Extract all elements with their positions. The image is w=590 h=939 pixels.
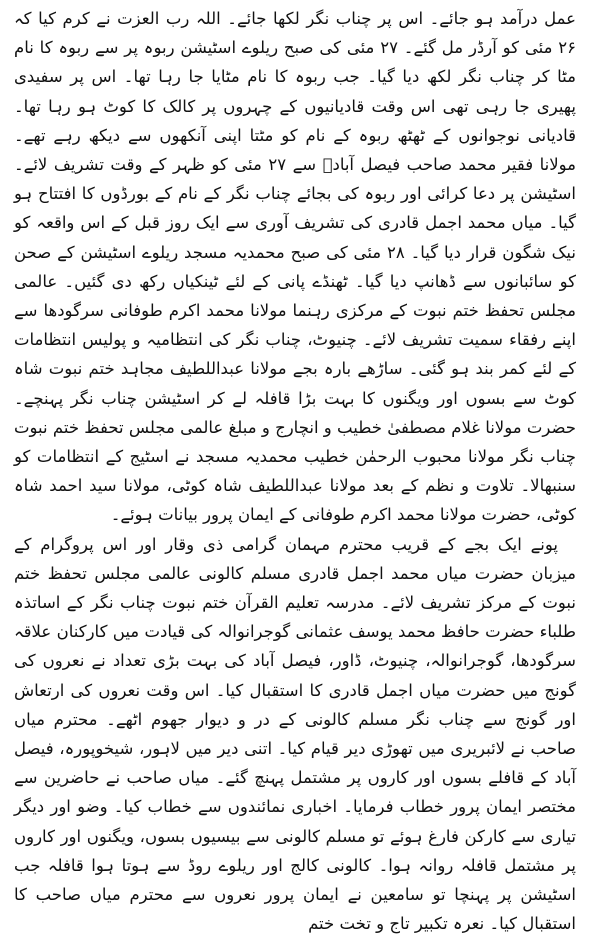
paragraph-2: پونے ایک بجے کے قریب محترم مہمان گرامی ذی وقار اور اس پروگرام کے میزبان حضرت میاں محمد اجمل قادری مسلم کالونی عالمی مجلس تحفظ ختم نبوت کے مرکز تشریف لائے۔ مدرسہ تعلیم القرآن ختم نبوت چناب نگر کے اساتذہ طلباء حضرت حافظ محمد یوسف عثمانی گوجرانوالہ کی قیادت میں کارکنان علاقہ سرگودھا، گوجرانوالہ، چنیوٹ، ڈاور، فیصل آباد کی بہت بڑی تعداد نے نعروں کی گونج میں حضرت میاں اجمل قادری کا استقبال کیا۔ اس وقت نعروں کی ارتعاش اور گونج سے چناب نگر مسلم کالونی کے در و دیوار جھوم اٹھے۔ محترم میاں صاحب نے لائبریری میں تھوڑی دیر قیام کیا۔ اتنی دیر میں لاہور، شیخوپورہ، فیصل آباد کے قافلے بسوں اور کاروں پر مشتمل پہنچ گئے۔ میاں صاحب نے حاضرین سے مختصر ایمان پرور خطاب فرمایا۔ اخباری نمائندوں سے خطاب کیا۔ وضو اور دیگر تیاری سے کارکن فارغ ہوئے تو مسلم کالونی سے بیسیوں بسوں، ویگنوں اور کاروں پر مشتمل قافلہ روانہ ہوا۔ کالونی کالج اور ریلوے روڈ سے ہوتا ہوا قافلہ جب اسٹیشن پر پہنچا تو سامعین نے ایمان پرور نعروں سے محترم میاں صاحب کا استقبال کیا۔ نعرہ تکبیر تاج و تخت ختم	[14, 534, 576, 934]
paragraph-1: عمل درآمد ہو جائے۔ اس پر چناب نگر لکھا جائے۔ اللہ رب العزت نے کرم کیا کہ ۲۶ مئی کو آرڈر مل گئے۔ ۲۷ مئی کی صبح ریلوے اسٹیشن ربوہ پر سے ربوہ کا نام مٹا کر چناب نگر لکھ دیا گیا۔ جب ربوہ کا نام مٹایا جا رہا تھا۔ اس پر سفیدی پھیری جا رہی تھی اس وقت قادیانیوں کے چہروں پر کالک کا کوٹ ہو رہا تھا۔ قادیانی نوجوانوں کے ٹھٹھ ربوہ کے نام کو مٹتا اپنی آنکھوں سے دیکھ رہے تھے۔ مولانا فقیر محمد صاحب فیصل آبادؒ سے ۲۷ مئی کو ظہر کے وقت تشریف لائے۔ اسٹیشن پر دعا کرائی اور ربوہ کی بجائے چناب نگر کے نام کے بورڈوں کا افتتاح ہو گیا۔ میاں محمد اجمل قادری کی تشریف آوری سے ایک روز قبل کے اس واقعہ کو نیک شگون قرار دیا گیا۔ ۲۸ مئی کی صبح محمدیہ مسجد ریلوے اسٹیشن کے صحن کو سائبانوں سے ڈھانپ دیا گیا۔ ٹھنڈے پانی کے لئے ٹینکیاں رکھ دی گئیں۔ عالمی مجلس تحفظ ختم نبوت کے مرکزی رہنما مولانا محمد اکرم طوفانی سرگودھا سے اپنے رفقاء سمیت تشریف لائے۔ چنیوٹ، چناب نگر کی انتظامیہ و پولیس انتظامات کے لئے کمر بند ہو گئی۔ ساڑھے بارہ بجے مولانا عبداللطیف مجاہد ختم نبوت شاہ کوٹ سے بسوں اور ویگنوں کا بہت بڑا قافلہ لے کر اسٹیشن چناب نگر پہنچے۔ حضرت مولانا غلام مصطفیٰ خطیب و انچارج و مبلغ عالمی مجلس تحفظ ختم نبوت چناب نگر مولانا محبوب الرحمٰن خطیب محمدیہ مسجد نے اسٹیج کے انتظامات کو سنبھالا۔ تلاوت و نظم کے بعد مولانا عبداللطیف شاہ کوٹی، مولانا سید احمد شاہ کوٹی، حضرت مولانا محمد اکرم طوفانی کے ایمان پرور بیانات ہوئے۔	[14, 9, 577, 525]
urdu-body-text	[14, 4, 576, 939]
